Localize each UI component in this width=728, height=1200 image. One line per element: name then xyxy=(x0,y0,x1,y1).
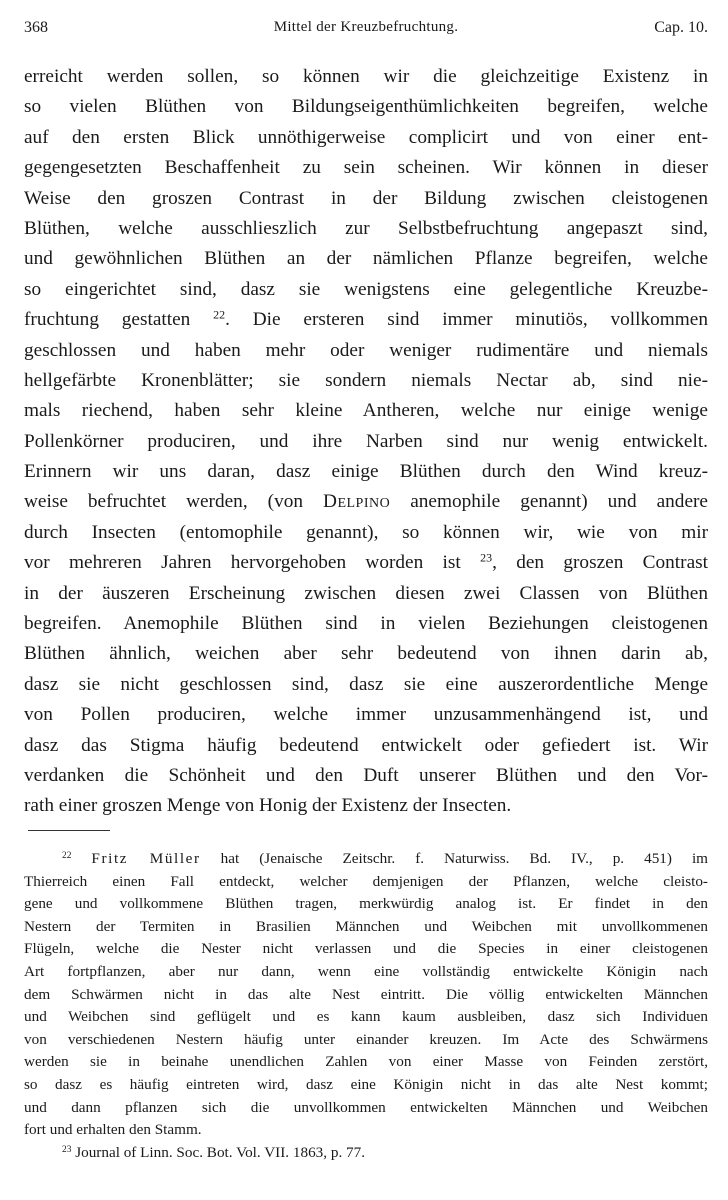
footnote-line: fort und erhalten den Stamm. xyxy=(24,1121,202,1139)
footnote-ref-23: 23 xyxy=(480,550,493,565)
footnote-ref-22: 22 xyxy=(213,307,226,322)
text-line: erreicht werden sollen, so können wir die gleichzeitige Existenz in xyxy=(24,66,708,87)
footnote-line: gene und vollkommene Blüthen tragen, merkwürdig analog ist. Er findet in den xyxy=(24,895,708,913)
text-line xyxy=(24,487,708,517)
book-page xyxy=(24,0,708,1200)
text-line: in der äuszeren Erscheinung zwischen diesen zwei Classen von Blüthen xyxy=(24,582,708,604)
text-fragment: anemophile genannt) und andere xyxy=(410,491,708,513)
text-line: Pollenkörner produciren, und ihre Narben sind nur wenig entwickelt. xyxy=(24,430,708,452)
running-title: Mittel der Kreuzbefruchtung. xyxy=(273,19,459,35)
text-line: dasz sie nicht geschlossen sind, dasz sie eine auszerordentliche Menge xyxy=(24,673,708,695)
text-line: so vielen Blüthen von Bildungseigenthümlichkeiten begreifen, welche xyxy=(24,96,708,118)
text-line: dasz das Stigma häufig bedeutend entwickelt oder gefiedert ist. Wir xyxy=(24,734,708,756)
text-line: gegengesetzten Beschaffenheit zu sein scheinen. Wir können in dieser xyxy=(24,157,708,179)
text-line: hellgefärbte Kronenblätter; sie sondern niemals Nectar ab, sind nie- xyxy=(24,369,708,391)
footnote-text: hat (Jenaische Zeitschr. f. Naturwiss. Bd. IV., p. 451) im xyxy=(220,850,708,867)
text-fragment: . Die ersteren sind immer minutiös, vollkommen xyxy=(225,309,708,331)
footnote-23 xyxy=(24,1142,708,1165)
text-line xyxy=(24,548,708,578)
footnote-line: von verschiedenen Nestern häufig unter einander kreuzen. Im Acte des Schwärmens xyxy=(24,1030,708,1048)
text-fragment: weise befruchtet werden, (von xyxy=(24,491,303,513)
footnote-line: werden sie in beinahe unendlichen Zahlen von einer Masse von Feinden zerstört, xyxy=(24,1053,708,1071)
footnote-line: Art fortpflanzen, aber nur dann, wenn eine vollständig entwickelte Königin nach xyxy=(24,962,708,980)
footnote-divider xyxy=(28,830,110,831)
text-line: begreifen. Anemophile Blüthen sind in vielen Beziehungen cleistogenen xyxy=(24,613,708,635)
footnote-line: Nestern der Termiten in Brasilien Männchen und Weibchen mit unvollkommenen xyxy=(24,917,708,935)
text-line: auf den ersten Blick unnöthigerweise complicirt und von einer ent- xyxy=(24,126,708,148)
text-fragment: , den groszen Contrast xyxy=(492,552,708,574)
text-line: rath einer groszen Menge von Honig der Existenz der Insecten. xyxy=(24,795,512,817)
text-line: Blüthen, welche ausschlieszlich zur Selbstbefruchtung angepaszt sind, xyxy=(24,217,708,239)
footnote-line: und Weibchen sind geflügelt und es kann kaum ausbleiben, dasz sich Individuen xyxy=(24,1008,708,1026)
footnotes xyxy=(24,848,708,1164)
text-line: mals riechend, haben sehr kleine Antheren, welche nur einige wenige xyxy=(24,400,708,422)
text-fragment: vor mehreren Jahren hervorgehoben worden ist xyxy=(24,552,461,574)
footnote-line: und dann pflanzen sich die unvollkommen entwickelten Männchen und Weibchen xyxy=(24,1098,708,1116)
page-number: 368 xyxy=(24,19,48,36)
text-line: so eingerichtet sind, dasz sie wenigstens eine gelegentliche Kreuzbe- xyxy=(24,278,708,300)
body-text xyxy=(24,62,708,822)
footnote-line: Flügeln, welche die Nester nicht verlassen und die Species in einer cleistogenen xyxy=(24,940,708,958)
footnote-line: so dasz es häufig eintreten wird, dasz eine Königin nicht in das alte Nest kommt; xyxy=(24,1075,708,1093)
footnote-number: 22 xyxy=(62,850,72,861)
text-line: durch Insecten (entomophile genannt), so können wir, wie von mir xyxy=(24,521,708,543)
text-line: verdanken die Schönheit und den Duft unserer Blüthen und den Vor- xyxy=(24,764,708,786)
running-head xyxy=(24,19,708,45)
footnote-line: dem Schwärmen nicht in das alte Nest eintritt. Die völlig entwickelten Männchen xyxy=(24,985,708,1003)
footnote-text: Journal of Linn. Soc. Bot. Vol. VII. 1863, p. 77. xyxy=(75,1143,366,1161)
footnote-22 xyxy=(24,848,708,871)
author-name-delpino: Delpino xyxy=(323,491,391,513)
text-line: von Pollen produciren, welche immer unzusammenhängend ist, und xyxy=(24,704,708,726)
chapter-label: Cap. 10. xyxy=(654,19,708,36)
text-line xyxy=(24,305,708,335)
text-line: Weise den groszen Contrast in der Bildung zwischen cleistogenen xyxy=(24,187,708,209)
text-fragment: fruchtung gestatten xyxy=(24,309,191,331)
text-line: und gewöhnlichen Blüthen an der nämlichen Pflanze begreifen, welche xyxy=(24,248,708,270)
footnote-number: 23 xyxy=(62,1144,72,1155)
text-line: Blüthen ähnlich, weichen aber sehr bedeutend von ihnen darin ab, xyxy=(24,643,708,665)
author-name-fritz-mueller: Fritz Müller xyxy=(91,850,201,867)
text-line: Erinnern wir uns daran, dasz einige Blüthen durch den Wind kreuz- xyxy=(24,461,708,483)
footnote-line: Thierreich einen Fall entdeckt, welcher demjenigen der Pflanzen, welche cleisto- xyxy=(24,872,708,890)
text-line: geschlossen und haben mehr oder weniger rudimentäre und niemals xyxy=(24,339,708,361)
